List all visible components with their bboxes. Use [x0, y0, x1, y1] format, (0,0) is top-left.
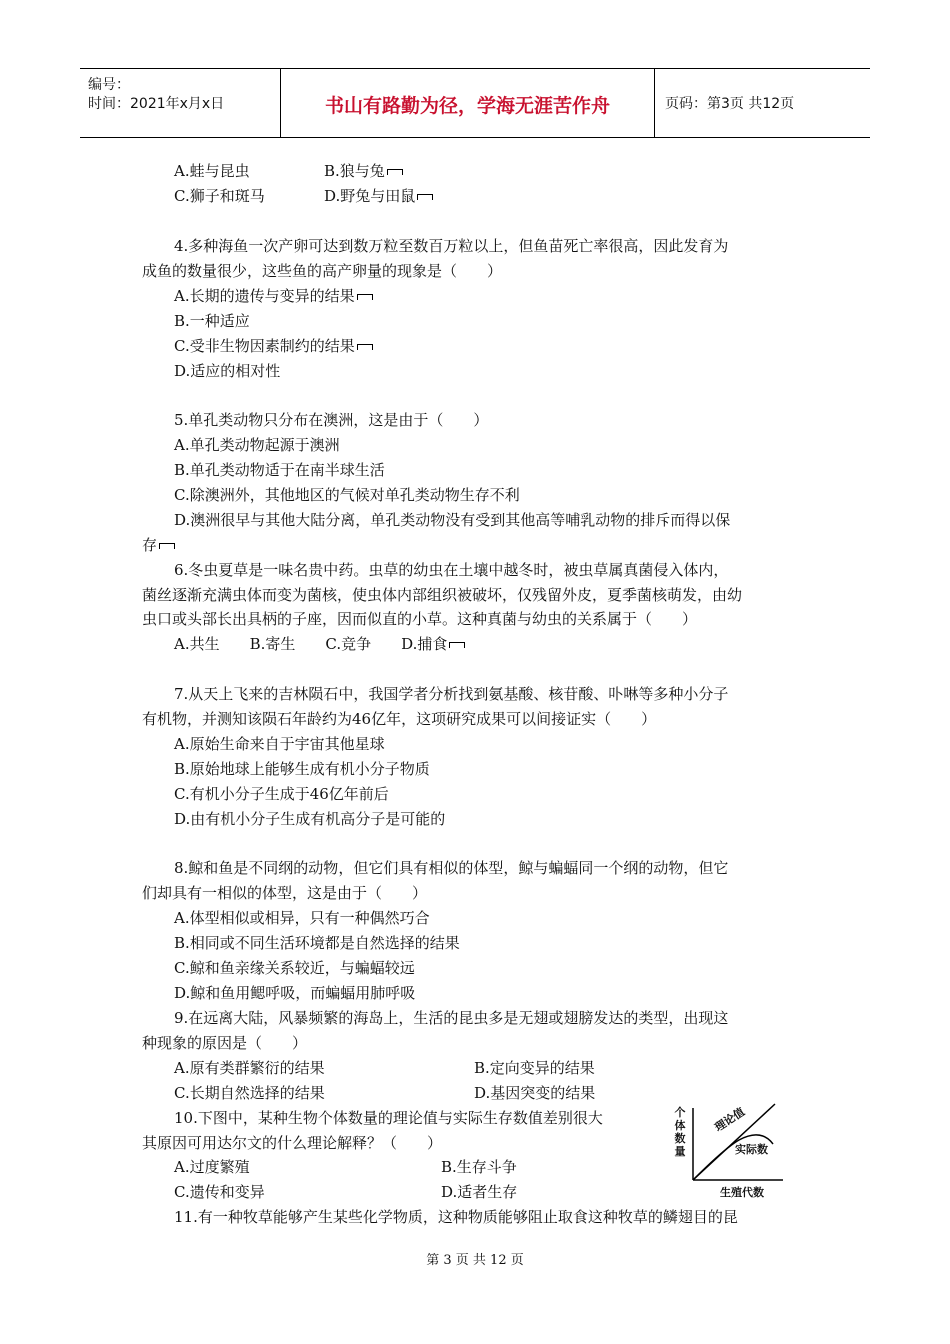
line-text: D.适应的相对性: [174, 362, 281, 380]
line-text: A.过度繁殖: [174, 1158, 250, 1176]
text-line: [174, 511, 730, 529]
line-text: 6.冬虫夏草是一味名贵中药。虫草的幼虫在土壤中越冬时，被虫草属真菌侵入体内，: [174, 561, 729, 579]
bracket-mark-icon: [417, 194, 433, 200]
line-text: A.蛙与昆虫: [174, 162, 250, 180]
line-text: B.相同或不同生活环境都是自然选择的结果: [174, 934, 460, 952]
line-text: A.长期的遗传与变异的结果: [174, 287, 355, 305]
line-text: 5.单孔类动物只分布在澳洲，这是由于（ ）: [174, 411, 489, 429]
line-text: D.由有机小分子生成有机高分子是可能的: [174, 810, 446, 828]
line-text: C.长期自然选择的结果: [174, 1084, 325, 1102]
line-text: 7.从天上飞来的吉林陨石中，我国学者分析找到氨基酸、核苷酸、卟啉等多种小分子: [174, 685, 729, 703]
text-line: [324, 162, 403, 180]
text-line: [174, 411, 488, 429]
bracket-mark-icon: [449, 642, 465, 648]
graph-x-label: 生殖代数: [720, 1186, 764, 1199]
line-text: A.原始生命来自于宇宙其他星球: [174, 735, 385, 753]
line-text: C.遗传和变异: [174, 1183, 265, 1201]
text-line: [174, 1158, 250, 1176]
line-text: 菌丝逐渐充满虫体而变为菌核，使虫体内部组织被破坏，仅残留外皮，夏季菌核萌发，由幼: [142, 586, 743, 604]
line-text: 11.有一种牧草能够产生某些化学物质，这种物质能够阻止取食这种牧草的鳞翅目的昆: [174, 1208, 738, 1226]
graph-theory-label: 理论值: [712, 1105, 748, 1135]
text-line: [142, 1134, 442, 1152]
page-footer: 第 3 页 共 12 页: [426, 1253, 524, 1268]
page-header: [80, 68, 870, 138]
text-line: [474, 1084, 595, 1102]
line-text: B.一种适应: [174, 312, 250, 330]
motto: 书山有路勤为径，学海无涯苦作舟: [324, 95, 610, 117]
text-line: [174, 337, 373, 355]
text-line: [174, 162, 250, 180]
text-line: [142, 1034, 307, 1052]
text-line: [174, 785, 389, 803]
text-line: [174, 1183, 265, 1201]
line-text: A.单孔类动物起源于澳洲: [174, 436, 340, 454]
text-line: [174, 237, 728, 255]
graph-y-label: 个体数量: [674, 1106, 686, 1158]
text-line: [174, 187, 265, 205]
text-line: [324, 187, 433, 205]
line-text: 成鱼的数量很少，这些鱼的高产卵量的现象是（ ）: [142, 262, 503, 280]
line-text: C.受非生物因素制约的结果: [174, 337, 355, 355]
line-text: C.狮子和斑马: [174, 187, 265, 205]
text-line: [174, 984, 415, 1002]
text-line: [174, 1208, 738, 1226]
text-line: [174, 461, 385, 479]
text-line: [441, 1158, 517, 1176]
text-line: [174, 287, 373, 305]
text-line: [174, 436, 340, 454]
line-text: D.野兔与田鼠: [324, 187, 416, 205]
header-info-cell: [80, 69, 281, 137]
text-line: [174, 486, 520, 504]
text-line: [142, 710, 656, 728]
line-text: A.原有类群繁衍的结果: [174, 1059, 325, 1077]
graph-actual-label: 实际数: [735, 1143, 768, 1156]
line-text: B.生存斗争: [441, 1158, 517, 1176]
line-text: 9.在远离大陆，风暴频繁的海岛上，生活的昆虫多是无翅或翅膀发达的类型，出现这: [174, 1009, 729, 1027]
header-motto-cell: [281, 69, 655, 137]
text-line: [174, 561, 728, 579]
text-line: [142, 610, 697, 628]
line-text: C.有机小分子生成于46亿年前后: [174, 785, 389, 803]
text-line: [174, 735, 385, 753]
line-text: 4.多种海鱼一次产卵可达到数万粒至数百万粒以上，但鱼苗死亡率很高，因此发育为: [174, 237, 729, 255]
line-text: 8.鲸和鱼是不同纲的动物，但它们具有相似的体型，鲸与蝙蝠同一个纲的动物，但它: [174, 859, 729, 877]
line-text: C.鲸和鱼亲缘关系较近，与蝙蝠较远: [174, 959, 415, 977]
text-line: [142, 536, 175, 554]
bracket-mark-icon: [357, 294, 373, 300]
text-line: [142, 586, 742, 604]
text-line: [174, 685, 728, 703]
bracket-mark-icon: [357, 344, 373, 350]
text-line: [142, 884, 427, 902]
line-text: 虫口或头部长出具柄的子座，因而似直的小草。这种真菌与幼虫的关系属于（ ）: [142, 610, 698, 628]
line-text: D.澳洲很早与其他大陆分离，单孔类动物没有受到其他高等哺乳动物的排斥而得以保: [174, 511, 731, 529]
text-line: [441, 1183, 517, 1201]
line-text: B.单孔类动物适于在南半球生活: [174, 461, 385, 479]
line-text: C.除澳洲外，其他地区的气候对单孔类动物生存不利: [174, 486, 520, 504]
line-text: 存: [142, 536, 158, 554]
date-label: 时间：2021年x月x日: [88, 96, 225, 112]
line-text: B.狼与兔: [324, 162, 385, 180]
line-text: 其原因可用达尔文的什么理论解释？（ ）: [142, 1134, 443, 1152]
text-line: [174, 909, 430, 927]
header-page-cell: [655, 69, 870, 137]
line-text: A.体型相似或相异，只有一种偶然巧合: [174, 909, 430, 927]
line-text: A.共生 B.寄生 C.竞争 D.捕食: [174, 635, 448, 653]
line-text: D.基因突变的结果: [474, 1084, 596, 1102]
page-info: 页码：第3页 共12页: [665, 96, 795, 112]
text-line: [174, 1059, 325, 1077]
line-text: D.鲸和鱼用鳃呼吸，而蝙蝠用肺呼吸: [174, 984, 416, 1002]
text-line: [174, 859, 728, 877]
number-label: 编号：: [88, 77, 130, 93]
text-line: [142, 262, 502, 280]
text-line: [174, 1084, 325, 1102]
text-line: [174, 1009, 728, 1027]
population-graph: [665, 1100, 790, 1200]
text-line: [174, 959, 415, 977]
text-line: [174, 362, 280, 380]
line-text: 们却具有一相似的体型，这是由于（ ）: [142, 884, 428, 902]
text-line: [174, 810, 445, 828]
text-line: [474, 1059, 595, 1077]
line-text: 10.下图中，某种生物个体数量的理论值与实际生存数值差别很大: [174, 1109, 603, 1127]
line-text: D.适者生存: [441, 1183, 518, 1201]
line-text: 种现象的原因是（ ）: [142, 1034, 308, 1052]
text-line: [174, 1109, 603, 1127]
bracket-mark-icon: [159, 543, 175, 549]
text-line: [174, 760, 430, 778]
bracket-mark-icon: [387, 169, 403, 175]
text-line: [174, 934, 460, 952]
line-text: B.原始地球上能够生成有机小分子物质: [174, 760, 430, 778]
text-line: [174, 312, 250, 330]
line-text: B.定向变异的结果: [474, 1059, 595, 1077]
line-text: 有机物，并测知该陨石年龄约为46亿年，这项研究成果可以间接证实（ ）: [142, 710, 657, 728]
text-line: [174, 635, 465, 653]
